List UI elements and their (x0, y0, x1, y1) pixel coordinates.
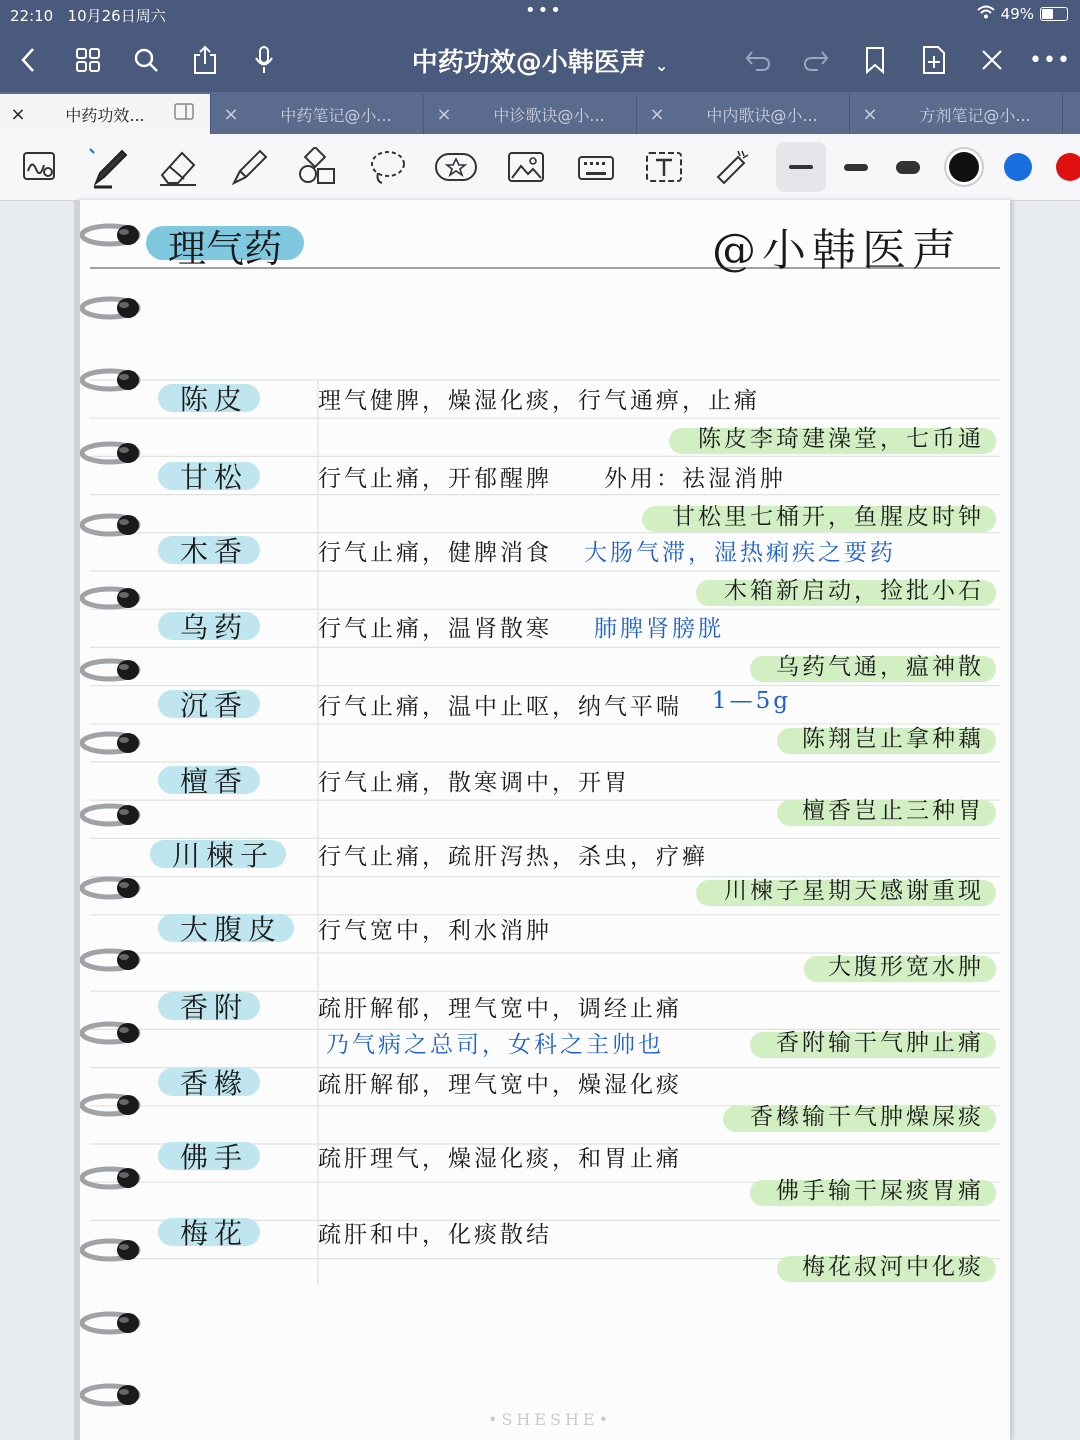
color-red-swatch[interactable] (1044, 142, 1080, 192)
notebook-title-button[interactable]: 中药功效@小韩医声 ⌄ (411, 48, 669, 78)
herb-name: 木香 (180, 535, 249, 568)
herb-mnemonic: 陈皮李琦建澡堂，七币通 (698, 426, 984, 452)
herb-mnemonic: 川楝子星期天感谢重现 (724, 878, 984, 904)
keyboard-tool[interactable] (570, 142, 622, 192)
status-time: 22:10 10月26日周六 (10, 7, 166, 25)
herb-name: 甘松 (180, 461, 249, 494)
herb-mnemonic: 陈翔岂止拿种藕 (802, 726, 984, 752)
herb-mnemonic: 甘松里七桶开，鱼腥皮时钟 (672, 504, 984, 530)
herb-mnemonic: 檀香岂止三种胃 (802, 798, 984, 824)
close-pen-icon (979, 47, 1005, 73)
herb-effect: 行气宽中，利水消肿 (318, 918, 552, 944)
chevron-left-icon (20, 47, 36, 73)
tab-4[interactable]: × 中内歌诀@小... (639, 94, 850, 134)
herb-effect: 理气健脾，燥湿化痰，行气通痹，止痛 (318, 388, 760, 414)
page-heading: 理气药 (168, 227, 283, 271)
herb-effect: 行气止痛，温中止呕，纳气平喘 (318, 694, 682, 720)
close-icon[interactable]: × (649, 103, 665, 125)
undo-icon (744, 48, 772, 72)
herb-effect: 疏肝理气，燥湿化痰，和胃止痛 (318, 1146, 682, 1172)
eraser-icon (156, 147, 200, 187)
spiral-ring (80, 1020, 142, 1046)
share-button[interactable] (185, 40, 225, 80)
spiral-ring (80, 512, 142, 538)
herb-note: 乃气病之总司，女科之主帅也 (326, 1032, 664, 1058)
undo-button[interactable] (738, 40, 778, 80)
tab-5[interactable]: × 方剂笔记@小... (852, 94, 1063, 134)
color-black-swatch[interactable] (938, 142, 990, 192)
close-icon[interactable]: × (10, 103, 26, 125)
wifi-icon (977, 5, 995, 23)
herb-name: 香附 (180, 991, 249, 1024)
shapes-icon (296, 147, 340, 187)
redo-icon (802, 48, 830, 72)
watermark: •SHESHE• (488, 1410, 613, 1429)
herb-mnemonic: 香橼输干气肿燥屎痰 (750, 1104, 984, 1130)
herb-name: 梅花 (180, 1217, 249, 1250)
herb-name: 乌药 (180, 611, 249, 644)
spiral-ring (80, 222, 142, 248)
add-page-icon (921, 45, 947, 75)
herb-name: 大腹皮 (180, 913, 283, 946)
herb-mnemonic: 梅花叔河中化痰 (802, 1254, 984, 1280)
herb-effect: 行气止痛，散寒调中，开胃 (318, 770, 630, 796)
medium-stroke-icon (844, 164, 868, 171)
herb-effect: 行气止痛，健脾消食 (318, 540, 552, 566)
spiral-ring (80, 947, 142, 973)
battery-percent: 49% (1000, 5, 1034, 23)
grid-icon (75, 47, 101, 73)
highlighter-tool[interactable] (222, 142, 274, 192)
zoom-window-icon (22, 151, 58, 183)
image-icon (506, 150, 546, 184)
spiral-ring (80, 875, 142, 901)
herb-note: 1—5g (712, 688, 791, 714)
grid-view-button[interactable] (68, 40, 108, 80)
spiral-ring (80, 1092, 142, 1118)
spiral-ring (80, 1237, 142, 1263)
microphone-button[interactable] (244, 40, 284, 80)
search-button[interactable] (126, 40, 166, 80)
back-button[interactable] (8, 40, 48, 80)
herb-effect: 疏肝解郁，理气宽中，调经止痛 (318, 996, 682, 1022)
status-bar (0, 0, 1080, 28)
chevron-down-icon: ⌄ (654, 56, 669, 75)
herb-mnemonic: 大腹形宽水肿 (828, 954, 984, 980)
star-sticker-icon (434, 150, 478, 184)
eraser-tool[interactable] (152, 142, 204, 192)
herb-mnemonic: 香附输干气肿止痛 (776, 1030, 984, 1056)
spiral-ring (80, 585, 142, 611)
thin-stroke-icon (789, 165, 813, 169)
highlighter-icon (226, 147, 270, 187)
keyboard-icon (576, 152, 616, 182)
herb-name: 香橼 (180, 1067, 249, 1100)
herb-effect: 行气止痛，开郁醒脾 外用：祛湿消肿 (318, 466, 786, 492)
close-edit-button[interactable] (972, 40, 1012, 80)
close-icon[interactable]: × (862, 103, 878, 125)
herb-name: 川楝子 (172, 839, 275, 872)
thick-stroke-icon (896, 161, 920, 174)
text-box-icon (644, 150, 684, 184)
spiral-ring (80, 730, 142, 756)
tab-bar (0, 92, 1080, 134)
bookmark-icon (864, 46, 886, 74)
search-icon (133, 47, 159, 73)
handwriting-zoom-tool[interactable] (14, 142, 66, 192)
herb-name: 佛手 (180, 1141, 249, 1174)
spiral-ring (80, 1310, 142, 1336)
spiral-ring (80, 440, 142, 466)
pen-icon (88, 145, 132, 189)
lasso-icon (366, 147, 410, 187)
text-tool[interactable] (638, 142, 690, 192)
herb-effect: 行气止痛，疏肝泻热，杀虫，疗癣 (318, 844, 708, 870)
multitask-dots-icon[interactable]: ••• (525, 0, 563, 21)
herb-mnemonic: 乌药气通，瘟神散 (776, 654, 984, 680)
herb-note: 肺脾肾膀胱 (594, 616, 724, 642)
more-icon: ••• (1029, 47, 1071, 73)
spiral-ring (80, 367, 142, 393)
herb-note: 大肠气滞，湿热痢疾之要药 (584, 540, 896, 566)
share-icon (192, 45, 218, 75)
navigation-bar (0, 28, 1080, 92)
image-tool[interactable] (500, 142, 552, 192)
spiral-ring (80, 657, 142, 683)
herb-mnemonic: 木箱新启动，捡批小石 (724, 578, 984, 604)
herb-effect: 疏肝解郁，理气宽中，燥湿化痰 (318, 1072, 682, 1098)
add-page-button[interactable] (914, 40, 954, 80)
spiral-ring (80, 1165, 142, 1191)
tab-2[interactable]: × 中药笔记@小... (213, 94, 424, 134)
herb-name: 檀香 (180, 765, 249, 798)
spiral-ring (80, 1382, 142, 1408)
sticker-tool[interactable] (430, 142, 482, 192)
stroke-medium-option[interactable] (830, 142, 882, 192)
page-author: @小韩医声 (712, 225, 962, 276)
stroke-thin-option[interactable] (776, 142, 826, 192)
shapes-tool[interactable] (292, 142, 344, 192)
close-icon[interactable]: × (436, 103, 452, 125)
close-icon[interactable]: × (223, 103, 239, 125)
color-blue-swatch[interactable] (992, 142, 1044, 192)
laser-pointer-tool[interactable] (706, 142, 758, 192)
spiral-ring (80, 802, 142, 828)
split-view-icon[interactable] (174, 103, 210, 125)
battery-icon (1040, 7, 1068, 21)
herb-effect: 行气止痛，温肾散寒 (318, 616, 552, 642)
more-options-button[interactable] (1030, 40, 1070, 80)
status-date: 10月26日周六 (67, 7, 166, 25)
laser-pointer-icon (712, 147, 752, 187)
pen-tool[interactable] (84, 142, 136, 192)
tab-3[interactable]: × 中诊歌诀@小... (426, 94, 637, 134)
herb-name: 陈皮 (180, 383, 249, 416)
bookmark-button[interactable] (855, 40, 895, 80)
lasso-tool[interactable] (362, 142, 414, 192)
drawing-toolbar (0, 134, 1080, 201)
redo-button[interactable] (796, 40, 836, 80)
herb-name: 沉香 (180, 689, 249, 722)
herb-effect: 疏肝和中，化痰散结 (318, 1222, 552, 1248)
tab-1[interactable]: × 中药功效... (0, 94, 211, 134)
microphone-icon (253, 45, 275, 75)
spiral-ring (80, 295, 142, 321)
herb-mnemonic: 佛手输干屎痰胃痛 (776, 1178, 984, 1204)
stroke-thick-option[interactable] (882, 142, 934, 192)
